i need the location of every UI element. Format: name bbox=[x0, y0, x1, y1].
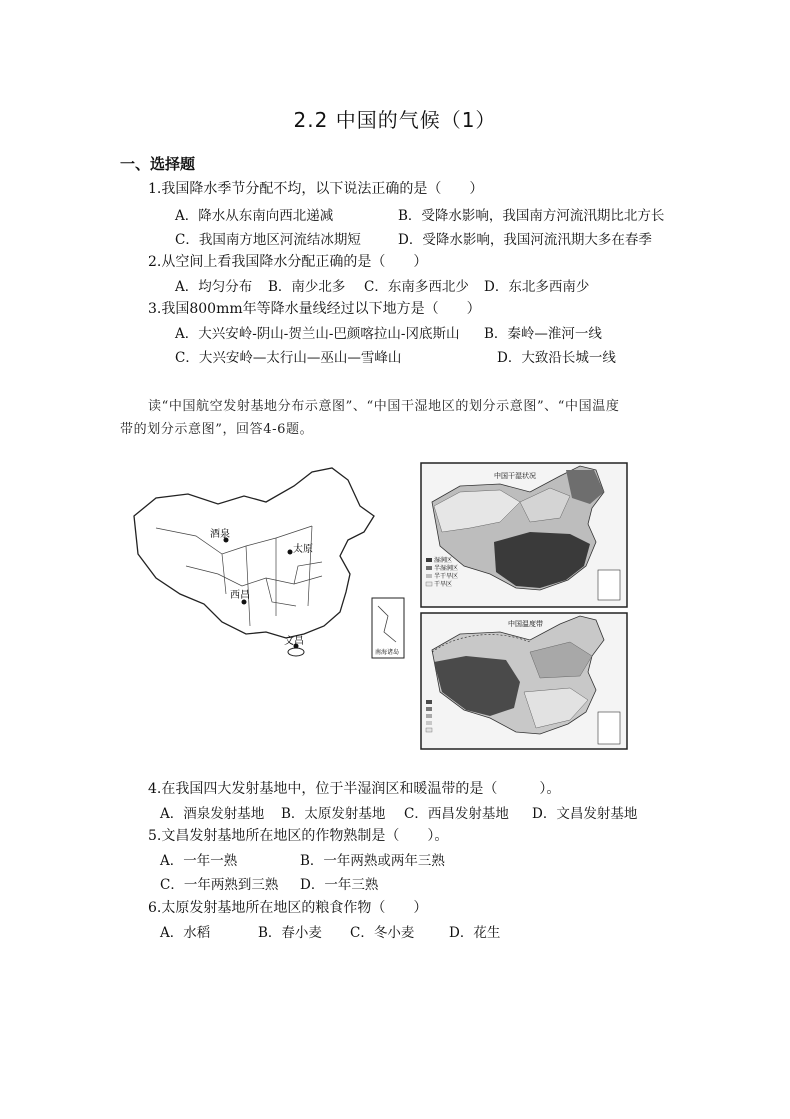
temperature-zone-map bbox=[420, 612, 628, 750]
question-6-stem: 6.太原发射基地所在地区的粮食作物（ ） bbox=[148, 900, 428, 916]
question-4-option-d: D．文昌发射基地 bbox=[532, 806, 638, 822]
question-5-option-d: D．一年三熟 bbox=[300, 877, 379, 893]
question-6-option-d: D．花生 bbox=[449, 925, 501, 941]
question-2-option-d: D．东北多西南少 bbox=[484, 279, 590, 295]
reading-intro-line-2: 带的划分示意图”，回答4-6题。 bbox=[120, 422, 314, 437]
legend-humid: 湿润区 bbox=[434, 557, 453, 564]
question-4-stem: 4.在我国四大发射基地中，位于半湿润区和暖温带的是（ ）。 bbox=[148, 781, 561, 797]
question-5-option-a: A．一年一熟 bbox=[160, 853, 238, 869]
question-3-option-a: A．大兴安岭-阴山-贺兰山-巴颜喀拉山-冈底斯山 bbox=[175, 326, 460, 342]
page-title: 2.2 中国的气候（1） bbox=[293, 108, 497, 132]
question-2-option-c: C．东南多西北少 bbox=[364, 279, 469, 295]
launch-base-map bbox=[126, 466, 406, 666]
question-6-option-b: B．春小麦 bbox=[258, 925, 322, 941]
legend-semi-humid: 半湿润区 bbox=[434, 565, 459, 572]
question-2-option-a: A．均匀分布 bbox=[175, 279, 253, 295]
question-3-option-d: D．大致沿长城一线 bbox=[497, 350, 616, 366]
map-label-nanhai: 南海诸岛 bbox=[375, 649, 400, 656]
question-5-option-b: B．一年两熟或两年三熟 bbox=[300, 853, 445, 869]
question-1-stem: 1.我国降水季节分配不均，以下说法正确的是（ ） bbox=[148, 181, 484, 197]
question-3-option-c: C．大兴安岭—太行山—巫山—雪峰山 bbox=[175, 350, 402, 366]
question-2-stem: 2.从空间上看我国降水分配正确的是（ ） bbox=[148, 254, 428, 270]
question-1-option-a: A．降水从东南向西北递减 bbox=[175, 208, 334, 224]
temperature-map-title: 中国温度带 bbox=[508, 620, 543, 628]
dry-wet-map-title: 中国干湿状况 bbox=[494, 472, 536, 480]
question-5-option-c: C．一年两熟到三熟 bbox=[160, 877, 279, 893]
question-2-option-b: B．南少北多 bbox=[268, 279, 346, 295]
map-label-taiyuan: 太原 bbox=[293, 544, 313, 555]
question-6-option-a: A．水稻 bbox=[160, 925, 211, 941]
reading-intro-line-1: 读“中国航空发射基地分布示意图”、“中国干湿地区的划分示意图”、“中国温度 bbox=[148, 399, 620, 414]
map-label-jiuquan: 酒泉 bbox=[210, 529, 230, 540]
legend-semi-arid: 半干旱区 bbox=[434, 573, 459, 580]
question-4-option-a: A．酒泉发射基地 bbox=[160, 806, 265, 822]
legend-arid: 干旱区 bbox=[434, 581, 453, 588]
map-label-wenchang: 文昌 bbox=[284, 636, 304, 647]
question-3-stem: 3.我国800mm年等降水量线经过以下地方是（ ） bbox=[148, 301, 481, 317]
dry-wet-map bbox=[420, 462, 628, 608]
question-1-option-c: C．我国南方地区河流结冰期短 bbox=[175, 232, 361, 248]
map-label-xichang: 西昌 bbox=[230, 590, 250, 601]
question-4-option-b: B．太原发射基地 bbox=[281, 806, 386, 822]
section-heading: 一、选择题 bbox=[120, 155, 196, 173]
question-1-option-d: D．受降水影响，我国河流汛期大多在春季 bbox=[398, 232, 652, 248]
question-6-option-c: C．冬小麦 bbox=[350, 925, 415, 941]
question-5-stem: 5.文昌发射基地所在地区的作物熟制是（ ）。 bbox=[148, 828, 449, 844]
question-4-option-c: C．西昌发射基地 bbox=[404, 806, 509, 822]
question-1-option-b: B．受降水影响，我国南方河流汛期比北方长 bbox=[398, 208, 665, 224]
question-3-option-b: B．秦岭—淮河一线 bbox=[484, 326, 602, 342]
